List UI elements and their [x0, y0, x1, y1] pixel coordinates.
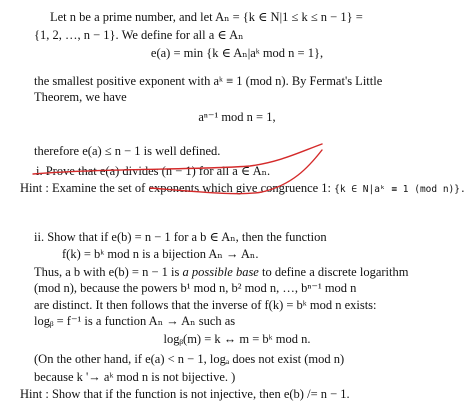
definition-line-1: Let n be a prime number, and let Aₙ = {k ∈ N|1 ≤ k ≤ n − 1} = [50, 10, 363, 24]
paragraph-line-1: the smallest positive exponent with aᵏ ≡ 1 (mod n). By Fermat's Little [34, 74, 383, 88]
bijection-line: f(k) = bᵏ mod n is a bijection Aₙ → Aₙ. [62, 247, 259, 261]
text-part: to define a discrete logarithm [258, 265, 409, 279]
paragraph-line-8: (On the other hand, if e(a) < n − 1, logₐ does not exist (mod n) [34, 352, 345, 366]
paragraph-line-4 [34, 265, 408, 280]
equation-e-of-a: e(a) = min {k ∈ Aₙ|aᵏ mod n = 1}, [150, 46, 324, 60]
equation-log: logᵦ(m) = k ↔ m = bᵏ mod n. [163, 332, 311, 346]
paragraph-line-3: therefore e(a) ≤ n − 1 is well defined. [34, 144, 221, 158]
paragraph-line-9: because k '→ aᵏ mod n is not bijective. ) [34, 370, 236, 384]
paragraph-line-5: (mod n), because the powers b¹ mod n, b² mod n, …, bⁿ⁻¹ mod n [34, 281, 357, 295]
equation-fermat: aⁿ⁻¹ mod n = 1, [198, 110, 276, 124]
hint-1 [20, 181, 466, 197]
task-i: i. Prove that e(a) divides (n − 1) for all a ∈ Aₙ. [36, 164, 271, 178]
definition-line-2: {1, 2, …, n − 1}. We define for all a ∈ Aₙ [34, 28, 244, 42]
hint-2: Hint : Show that if the function is not injective, then e(b) /= n − 1. [20, 387, 350, 401]
paragraph-line-7: logᵦ = f⁻¹ is a function Aₙ → Aₙ such as [34, 314, 236, 328]
hint-1-set: {k ∈ N|aᵏ ≡ 1 (mod n)}. [334, 184, 466, 195]
emphasis-possible-base: a possible base [182, 265, 259, 279]
hint-1-text: Hint : Examine the set of exponents which give congruence 1: [20, 181, 335, 195]
paragraph-line-6: are distinct. It then follows that the inverse of f(k) = bᵏ mod n exists: [34, 298, 377, 312]
task-ii: ii. Show that if e(b) = n − 1 for a b ∈ Aₙ, then the function [34, 230, 327, 244]
text-part: Thus, a b with e(b) = n − 1 is [34, 265, 183, 279]
paragraph-line-2: Theorem, we have [34, 90, 127, 104]
